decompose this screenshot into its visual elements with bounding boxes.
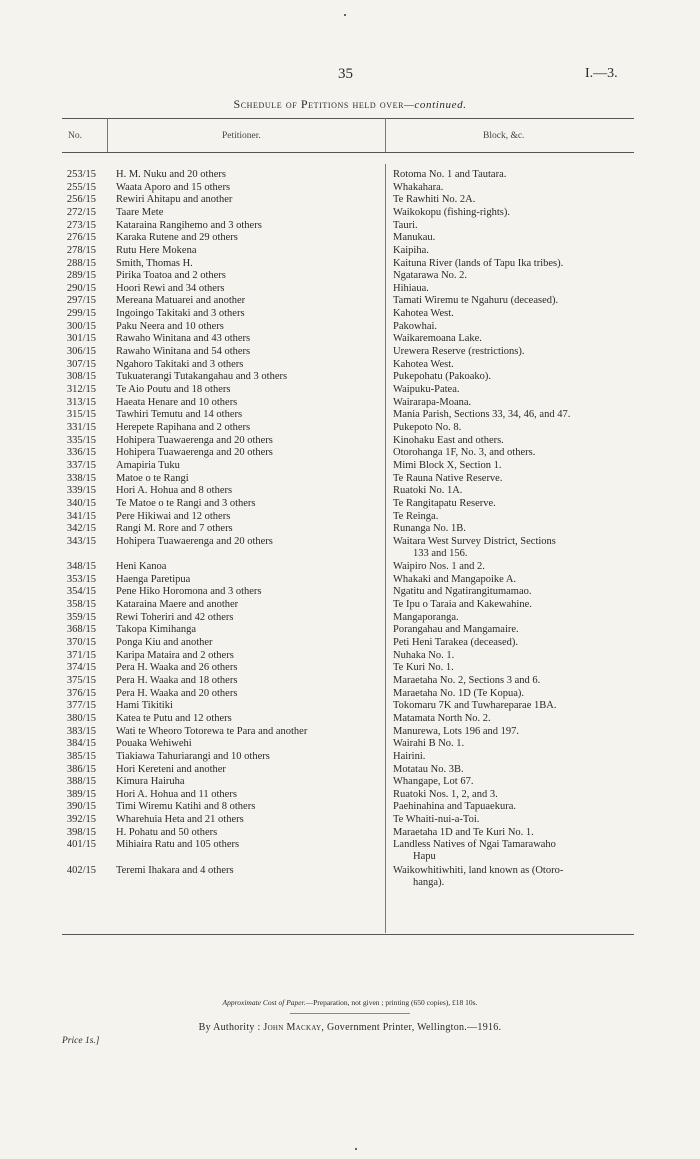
block-description: Waipuku-Patea.	[393, 384, 460, 395]
petitioner-name: Hohipera Tuawaerenga and 20 others	[116, 536, 273, 547]
petition-number: 288/15	[66, 258, 96, 269]
table-row	[0, 801, 700, 813]
petitioner-name: Tukuaterangi Tutakangahau and 3 others	[116, 371, 288, 382]
petition-number: 385/15	[66, 751, 96, 762]
petitioner-name: Pouaka Wehiwehi	[116, 738, 192, 749]
table-row	[0, 511, 700, 523]
table-row	[0, 435, 700, 447]
petitioner-name: Teremi Ihakara and 4 others	[116, 865, 234, 876]
petition-number: 383/15	[66, 726, 96, 737]
table-row	[0, 865, 700, 888]
block-description: Te Whaiti-nui-a-Toi.	[393, 814, 480, 825]
petitioner-name: Pera H. Waaka and 18 others	[116, 675, 238, 686]
block-description: Te Kuri No. 1.	[393, 662, 454, 673]
petitioner-name: Smith, Thomas H.	[116, 258, 193, 269]
petition-number: 336/15	[66, 447, 96, 458]
petitioner-name: Waata Aporo and 15 others	[116, 182, 231, 193]
block-description: Runanga No. 1B.	[393, 523, 466, 534]
table-row	[0, 384, 700, 396]
table-row	[0, 473, 700, 485]
petition-number: 312/15	[66, 384, 96, 395]
footer-rule	[290, 1013, 410, 1014]
table-row	[0, 498, 700, 510]
petition-number: 289/15	[66, 270, 96, 281]
column-divider	[385, 118, 386, 152]
authority-suffix: , Government Printer, Wellington.—1916.	[321, 1022, 502, 1033]
petition-number: 348/15	[66, 561, 96, 572]
petitioner-name: Kimura Hairuha	[116, 776, 185, 787]
petition-number: 308/15	[66, 371, 96, 382]
block-description: Mangaporanga.	[393, 612, 459, 623]
column-header-block: Block, &c.	[483, 131, 525, 141]
block-description: Rotoma No. 1 and Tautara.	[393, 169, 507, 180]
petitioner-name: Hori A. Hohua and 11 others	[116, 789, 237, 800]
table-header-rule	[62, 152, 634, 153]
petitioner-name: Hori Kereteni and another	[116, 764, 226, 775]
column-header-petitioner: Petitioner.	[222, 131, 261, 141]
table-row	[0, 308, 700, 320]
block-description: Ruatoki No. 1A.	[393, 485, 463, 496]
block-description: Te Ipu o Taraia and Kakewahine.	[393, 599, 532, 610]
authority-line	[0, 1022, 700, 1033]
block-description: Ngatitu and Ngatirangitumamao.	[393, 586, 532, 597]
petitioner-name: Hohipera Tuawaerenga and 20 others	[116, 435, 273, 446]
table-row	[0, 346, 700, 358]
petitioner-name: Karaka Rutene and 29 others	[116, 232, 238, 243]
block-description: Waipiro Nos. 1 and 2.	[393, 561, 485, 572]
table-row	[0, 169, 700, 181]
petitioner-name: Ponga Kiu and another	[116, 637, 213, 648]
petition-number: 390/15	[66, 801, 96, 812]
table-row	[0, 536, 700, 559]
petition-number: 386/15	[66, 764, 96, 775]
table-row	[0, 207, 700, 219]
table-row	[0, 561, 700, 573]
petition-number: 401/15	[66, 839, 96, 850]
table-row	[0, 232, 700, 244]
table-row	[0, 814, 700, 826]
table-row	[0, 485, 700, 497]
petition-number: 376/15	[66, 688, 96, 699]
petition-number: 313/15	[66, 397, 96, 408]
petition-number: 297/15	[66, 295, 96, 306]
block-description: Whakahara.	[393, 182, 444, 193]
petitioner-name: Matoe o te Rangi	[116, 473, 189, 484]
block-description: Pukepohatu (Pakoako).	[393, 371, 491, 382]
petitioner-name: Rangi M. Rore and 7 others	[116, 523, 233, 534]
petitioner-name: Te Matoe o te Rangi and 3 others	[116, 498, 256, 509]
block-description: Tauri.	[393, 220, 418, 231]
petitioner-name: Ingoingo Takitaki and 3 others	[116, 308, 245, 319]
cost-text: —Preparation, not given ; printing (650 copies), £18 10s.	[305, 998, 478, 1007]
petition-number: 388/15	[66, 776, 96, 787]
table-row	[0, 523, 700, 535]
petitioner-name: Haeata Henare and 10 others	[116, 397, 238, 408]
block-description-continued: hanga).	[413, 877, 445, 888]
petitioner-name: Paku Neera and 10 others	[116, 321, 224, 332]
block-description: Peti Heni Tarakea (deceased).	[393, 637, 519, 648]
petitioner-name: Mihiaira Ratu and 105 others	[116, 839, 240, 850]
petitioner-name: Rawaho Winitana and 54 others	[116, 346, 251, 357]
petition-number: 342/15	[66, 523, 96, 534]
petition-number: 335/15	[66, 435, 96, 446]
block-description: Kinohaku East and others.	[393, 435, 504, 446]
table-row	[0, 751, 700, 763]
petitioner-name: Hohipera Tuawaerenga and 20 others	[116, 447, 273, 458]
petitioner-name: Pere Hikiwai and 12 others	[116, 511, 231, 522]
petitioner-name: Rewiri Ahitapu and another	[116, 194, 233, 205]
petition-number: 278/15	[66, 245, 96, 256]
petitioner-name: Katea te Putu and 12 others	[116, 713, 232, 724]
petitioner-name: Pera H. Waaka and 26 others	[116, 662, 238, 673]
table-row	[0, 637, 700, 649]
table-row	[0, 422, 700, 434]
table-row	[0, 283, 700, 295]
petition-number: 300/15	[66, 321, 96, 332]
table-row	[0, 650, 700, 662]
schedule-title	[0, 97, 700, 112]
block-description: Maraetaha No. 1D (Te Kopua).	[393, 688, 525, 699]
petitioner-name: Rewi Toheriri and 42 others	[116, 612, 234, 623]
table-row	[0, 270, 700, 282]
table-row	[0, 295, 700, 307]
block-description: Maraetaha 1D and Te Kuri No. 1.	[393, 827, 534, 838]
table-row	[0, 447, 700, 459]
cost-label: Approximate Cost of Paper.	[222, 998, 306, 1007]
block-description: Mimi Block X, Section 1.	[393, 460, 502, 471]
block-description-continued: Hapu	[413, 851, 436, 862]
petitioner-name: Wharehuia Heta and 21 others	[116, 814, 244, 825]
block-description: Wairahi B No. 1.	[393, 738, 465, 749]
block-description: Matamata North No. 2.	[393, 713, 491, 724]
petitioner-name: Herepete Rapihana and 2 others	[116, 422, 251, 433]
table-row	[0, 182, 700, 194]
block-description: Hairini.	[393, 751, 426, 762]
petition-number: 377/15	[66, 700, 96, 711]
petition-number: 389/15	[66, 789, 96, 800]
petitioner-name: Hoori Rewi and 34 others	[116, 283, 225, 294]
document-reference: I.—3.	[585, 66, 618, 81]
petition-number: 375/15	[66, 675, 96, 686]
table-row	[0, 333, 700, 345]
petition-number: 353/15	[66, 574, 96, 585]
column-divider	[107, 118, 108, 152]
block-description: Te Rauna Native Reserve.	[393, 473, 503, 484]
authority-prefix: By Authority :	[198, 1022, 264, 1033]
petitioner-name: Mereana Matuarei and another	[116, 295, 246, 306]
block-description: Whangape, Lot 67.	[393, 776, 474, 787]
block-description: Whakaki and Mangapoike A.	[393, 574, 517, 585]
block-description: Waitara West Survey District, Sections	[393, 536, 556, 547]
table-row	[0, 245, 700, 257]
block-description: Nuhaka No. 1.	[393, 650, 455, 661]
petitioner-name: Karipa Mataira and 2 others	[116, 650, 234, 661]
table-row	[0, 321, 700, 333]
petition-number: 273/15	[66, 220, 96, 231]
table-row	[0, 726, 700, 738]
petition-number: 256/15	[66, 194, 96, 205]
petition-number: 306/15	[66, 346, 96, 357]
petitioner-name: Takopa Kimihanga	[116, 624, 197, 635]
table-row	[0, 460, 700, 472]
price-note: Price 1s.]	[62, 1036, 100, 1046]
block-description: Otorohanga 1F, No. 3, and others.	[393, 447, 536, 458]
block-description: Tokomaru 7K and Tuwhareparae 1BA.	[393, 700, 557, 711]
table-row	[0, 574, 700, 586]
petition-number: 272/15	[66, 207, 96, 218]
petitioner-name: Kataraina Rangihemo and 3 others	[116, 220, 262, 231]
block-description: Te Rawhiti No. 2A.	[393, 194, 476, 205]
block-description: Paehinahina and Tapuaekura.	[393, 801, 516, 812]
block-description: Maraetaha No. 2, Sections 3 and 6.	[393, 675, 541, 686]
table-row	[0, 839, 700, 862]
printer-name: John Mackay	[263, 1022, 322, 1033]
block-description: Pakowhai.	[393, 321, 438, 332]
petitioner-name: Hami Tikitiki	[116, 700, 173, 711]
table-row	[0, 586, 700, 598]
column-header-no: No.	[68, 131, 82, 141]
petitioner-name: Haenga Paretipua	[116, 574, 191, 585]
block-description: Tamati Wiremu te Ngahuru (deceased).	[393, 295, 559, 306]
petitioner-name: Rutu Here Mokena	[116, 245, 197, 256]
block-description: Hihiaua.	[393, 283, 429, 294]
table-row	[0, 713, 700, 725]
block-description: Manurewa, Lots 196 and 197.	[393, 726, 519, 737]
table-row	[0, 359, 700, 371]
petition-number: 253/15	[66, 169, 96, 180]
petitioner-name: Ngahoro Takitaki and 3 others	[116, 359, 244, 370]
petitioner-name: Hori A. Hohua and 8 others	[116, 485, 233, 496]
block-description: Kaipiha.	[393, 245, 429, 256]
table-row	[0, 397, 700, 409]
page-number: 35	[338, 66, 353, 82]
block-description: Motatau No. 3B.	[393, 764, 464, 775]
block-description: Te Rangitapatu Reserve.	[393, 498, 496, 509]
paper-speck	[355, 1148, 357, 1150]
petition-number: 392/15	[66, 814, 96, 825]
block-description: Landless Natives of Ngai Tamarawaho	[393, 839, 556, 850]
petition-number: 374/15	[66, 662, 96, 673]
petitioner-name: H. Pohatu and 50 others	[116, 827, 218, 838]
petitioner-name: Heni Kanoa	[116, 561, 167, 572]
petition-number: 301/15	[66, 333, 96, 344]
table-row	[0, 675, 700, 687]
petition-number: 384/15	[66, 738, 96, 749]
petition-number: 358/15	[66, 599, 96, 610]
block-description: Waikowhitiwhiti, land known as (Otoro-	[393, 865, 564, 876]
paper-speck	[344, 14, 346, 16]
table-row	[0, 827, 700, 839]
petitioner-name: Te Aio Poutu and 18 others	[116, 384, 231, 395]
petitioner-name: Pene Hiko Horomona and 3 others	[116, 586, 262, 597]
table-row	[0, 764, 700, 776]
block-description: Kahotea West.	[393, 308, 454, 319]
table-row	[0, 688, 700, 700]
block-description: Kaituna River (lands of Tapu Ika tribes).	[393, 258, 564, 269]
block-description: Waikokopu (fishing-rights).	[393, 207, 510, 218]
petition-number: 368/15	[66, 624, 96, 635]
block-description: Ruatoki Nos. 1, 2, and 3.	[393, 789, 498, 800]
petition-number: 307/15	[66, 359, 96, 370]
block-description: Mania Parish, Sections 33, 34, 46, and 47.	[393, 409, 571, 420]
block-description-continued: 133 and 156.	[413, 548, 468, 559]
table-row	[0, 194, 700, 206]
table-row	[0, 371, 700, 383]
block-description: Manukau.	[393, 232, 436, 243]
table-row	[0, 776, 700, 788]
petitioner-name: Pera H. Waaka and 20 others	[116, 688, 238, 699]
table-top-rule	[62, 118, 634, 119]
petitioner-name: Amapiria Tuku	[116, 460, 180, 471]
table-row	[0, 700, 700, 712]
petition-number: 340/15	[66, 498, 96, 509]
table-row	[0, 662, 700, 674]
cost-note	[0, 998, 700, 1007]
petition-number: 315/15	[66, 409, 96, 420]
petition-number: 398/15	[66, 827, 96, 838]
table-row	[0, 599, 700, 611]
petition-number: 371/15	[66, 650, 96, 661]
table-row	[0, 220, 700, 232]
petition-number: 331/15	[66, 422, 96, 433]
petitioner-name: Wati te Wheoro Totorewa te Para and another	[116, 726, 308, 737]
petition-number: 341/15	[66, 511, 96, 522]
petition-number: 299/15	[66, 308, 96, 319]
block-description: Waikaremoana Lake.	[393, 333, 482, 344]
petition-number: 337/15	[66, 460, 96, 471]
table-row	[0, 258, 700, 270]
table-row	[0, 624, 700, 636]
table-row	[0, 738, 700, 750]
petition-number: 359/15	[66, 612, 96, 623]
schedule-title-continued: —continued.	[404, 99, 467, 111]
petitioner-name: Rawaho Winitana and 43 others	[116, 333, 251, 344]
petitioner-name: Tawhiri Temutu and 14 others	[116, 409, 243, 420]
block-description: Ngatarawa No. 2.	[393, 270, 468, 281]
petitioner-name: Pirika Toatoa and 2 others	[116, 270, 226, 281]
petition-number: 343/15	[66, 536, 96, 547]
petition-number: 402/15	[66, 865, 96, 876]
petition-number: 276/15	[66, 232, 96, 243]
block-description: Wairarapa-Moana.	[393, 397, 472, 408]
petitioner-name: Tiakiawa Tahuriarangi and 10 others	[116, 751, 270, 762]
table-row	[0, 409, 700, 421]
petition-number: 255/15	[66, 182, 96, 193]
table-bottom-rule	[62, 934, 634, 935]
petition-number: 339/15	[66, 485, 96, 496]
petition-number: 380/15	[66, 713, 96, 724]
petitioner-name: Taare Mete	[116, 207, 164, 218]
block-description: Urewera Reserve (restrictions).	[393, 346, 525, 357]
petition-number: 354/15	[66, 586, 96, 597]
petitioner-name: Kataraina Maere and another	[116, 599, 239, 610]
block-description: Kahotea West.	[393, 359, 454, 370]
petition-number: 338/15	[66, 473, 96, 484]
block-description: Te Reinga.	[393, 511, 439, 522]
petition-number: 290/15	[66, 283, 96, 294]
schedule-title-main: Schedule of Petitions held over	[233, 97, 405, 111]
table-row	[0, 612, 700, 624]
petition-number: 370/15	[66, 637, 96, 648]
table-row	[0, 789, 700, 801]
block-description: Porangahau and Mangamaire.	[393, 624, 519, 635]
petitioner-name: Timi Wiremu Katihi and 8 others	[116, 801, 256, 812]
block-description: Pukepoto No. 8.	[393, 422, 462, 433]
petitioner-name: H. M. Nuku and 20 others	[116, 169, 226, 180]
